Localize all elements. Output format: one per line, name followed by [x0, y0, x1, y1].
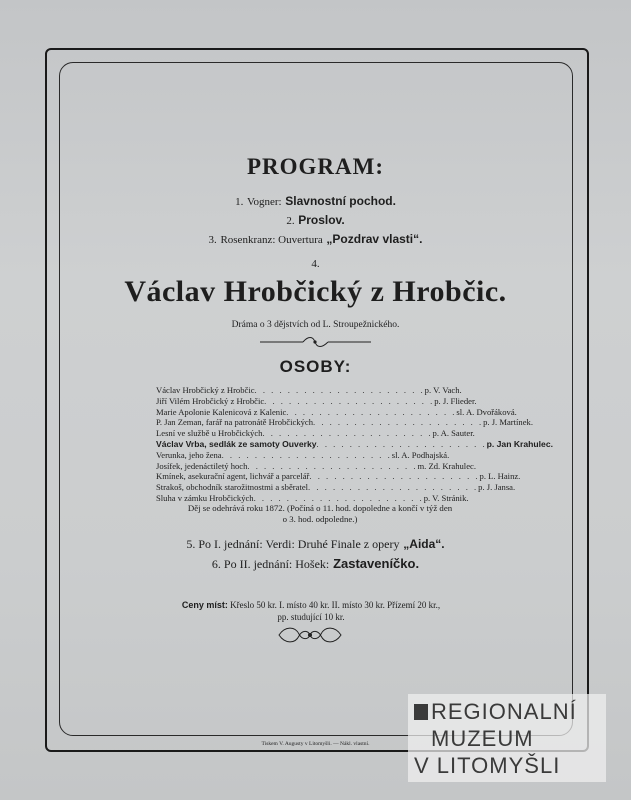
ornament-flourish-icon: [275, 624, 345, 646]
item-lead: 6. Po II. jednání: Hošek:: [211, 557, 330, 571]
prices-values: Křeslo 50 kr. I. místo 40 kr. II. místo 30 kr. Přízemí 20 kr.,: [230, 600, 441, 610]
program-item-1: [0, 194, 631, 208]
cast-row: Strakoš, obchodník starožitnostmi a sběratel . . . . . . . . . . . . . . . . . . . . . p. J. Jansa.: [156, 482, 476, 493]
ticket-prices: [126, 599, 496, 623]
program-item-3: [0, 232, 631, 246]
item-title: Slavnostní pochod.: [285, 194, 396, 208]
printer-note: Tiskem V. Augusty v Litomyšli. — Nákl. vlastní.: [261, 741, 370, 747]
item-title: Zastaveníčko.: [333, 556, 420, 571]
item-title: „Aida“.: [403, 537, 445, 551]
drama-subtitle: Dráma o 3 dějstvích od L. Stroupežnického.: [231, 320, 400, 330]
prices-line-1: [126, 599, 496, 611]
cast-actor: p. J. Jansa.: [478, 482, 516, 493]
cast-list: [156, 385, 553, 504]
setting-line-2: o 3. hod. odpoledne.): [282, 514, 358, 524]
cast-role: P. Jan Zeman, farář na patronátě Hrobčických: [156, 417, 314, 428]
cast-actor: p. A. Sauter.: [432, 428, 475, 439]
cast-role: Sluha v zámku Hrobčických: [156, 492, 254, 503]
cast-row: Sluha v zámku Hrobčických . . . . . . . . . . . . . . . . . . . . . p. V. Stránik.: [156, 493, 476, 504]
setting-note: [150, 503, 490, 525]
cast-actor: p. V. Stránik.: [423, 492, 469, 503]
cast-row: Kmínek, asekurační agent, lichvář a parcelář . . . . . . . . . . . . . . . . . . . . . p. L. Hainz.: [156, 471, 476, 482]
item-title: Proslov.: [298, 213, 345, 227]
cast-actor: p. Jan Krahulec.: [486, 438, 553, 449]
cast-row: P. Jan Zeman, farář na patronátě Hrobčických . . . . . . . . . . . . . . . . . . . . . p. J. Martínek.: [156, 417, 476, 428]
item-lead: 5. Po I. jednání: Verdi: Druhé Finale z opery: [186, 537, 400, 551]
cast-actor: p. J. Flieder.: [434, 395, 477, 406]
cast-role: Verunka, jeho žena: [156, 449, 222, 460]
program-title: PROGRAM:: [246, 154, 385, 179]
prices-line-2: pp. studující 10 kr.: [277, 612, 345, 622]
cast-actor: sl. A. Dvořáková.: [456, 406, 517, 417]
prices-label: Ceny míst:: [181, 600, 228, 610]
watermark-line-2: MUZEUM: [431, 726, 534, 751]
cast-role: Strakoš, obchodník starožitnostmi a sběratel: [156, 482, 309, 493]
program-item-4-number: [0, 258, 631, 270]
cast-role: Marie Apolonie Kalenicová z Kalenic: [156, 406, 287, 417]
cast-row: Václav Vrba, sedlák ze samoty Ouverky . . . . . . . . . . . . . . . . . . . . . p. Jan Krahulec.: [156, 439, 476, 450]
cast-row: Lesní ve službě u Hrobčických . . . . . . . . . . . . . . . . . . . . . p. A. Sauter.: [156, 428, 476, 439]
cast-actor: m. Zd. Krahulec.: [417, 460, 476, 471]
cast-role: Jiří Vilém Hrobčický z Hrobčic: [156, 395, 265, 406]
cast-actor: p. J. Martínek.: [483, 417, 533, 428]
program-item-6: [0, 556, 631, 572]
item-number: 3.: [208, 234, 217, 246]
museum-watermark-logo: [408, 694, 606, 782]
item-lead: Rosenkranz: Ouvertura: [220, 234, 323, 246]
watermark-line-3: V LITOMYŠLI: [414, 753, 561, 778]
program-item-2: [0, 213, 631, 227]
cast-actor: p. L. Hainz.: [479, 471, 521, 482]
cast-actor: p. V. Vach.: [424, 385, 462, 395]
cast-row: Josífek, jedenáctiletý hoch . . . . . . . . . . . . . . . . . . . . . m. Zd. Krahulec.: [156, 461, 476, 472]
cast-row: Václav Hrobčický z Hrobčic . . . . . . . . . . . . . . . . . . . . . p. V. Vach.: [156, 385, 476, 396]
item-number: 1.: [235, 196, 244, 208]
cast-role: Kmínek, asekurační agent, lichvář a parcelář: [156, 471, 310, 482]
cast-row: Marie Apolonie Kalenicová z Kalenic . . . . . . . . . . . . . . . . . . . . . sl. A. Dvořáková.: [156, 407, 476, 418]
cast-role: Václav Hrobčický z Hrobčic: [156, 385, 255, 395]
drama-title: Václav Hrobčický z Hrobčic.: [124, 275, 507, 308]
setting-line-1: Děj se odehrává roku 1872. (Počíná o 11. hod. dopoledne a končí v týž den: [187, 503, 453, 513]
cast-role: Josífek, jedenáctiletý hoch: [156, 460, 248, 471]
square-icon: [414, 704, 428, 720]
cast-actor: sl. A. Podhajská.: [391, 449, 450, 460]
watermark-text: REGIONALNÍ: [431, 699, 577, 724]
cast-role: Lesní ve službě u Hrobčických: [156, 428, 263, 439]
item-title: „Pozdrav vlasti“.: [326, 232, 423, 246]
program-item-5: [0, 537, 631, 552]
item-number: 2.: [286, 215, 295, 227]
cast-role: Václav Vrba, sedlák ze samoty Ouverky: [156, 438, 317, 449]
cast-heading: OSOBY:: [279, 357, 352, 376]
watermark-line-1: [414, 698, 606, 725]
cast-row: Jiří Vilém Hrobčický z Hrobčic . . . . . . . . . . . . . . . . . . . . . p. J. Flieder.: [156, 396, 476, 407]
item-lead: Vogner:: [246, 196, 282, 208]
cast-row: Verunka, jeho žena . . . . . . . . . . . . . . . . . . . . . sl. A. Podhajská.: [156, 450, 476, 461]
ornament-divider-icon: [258, 336, 373, 348]
item-number: 4.: [311, 258, 320, 270]
